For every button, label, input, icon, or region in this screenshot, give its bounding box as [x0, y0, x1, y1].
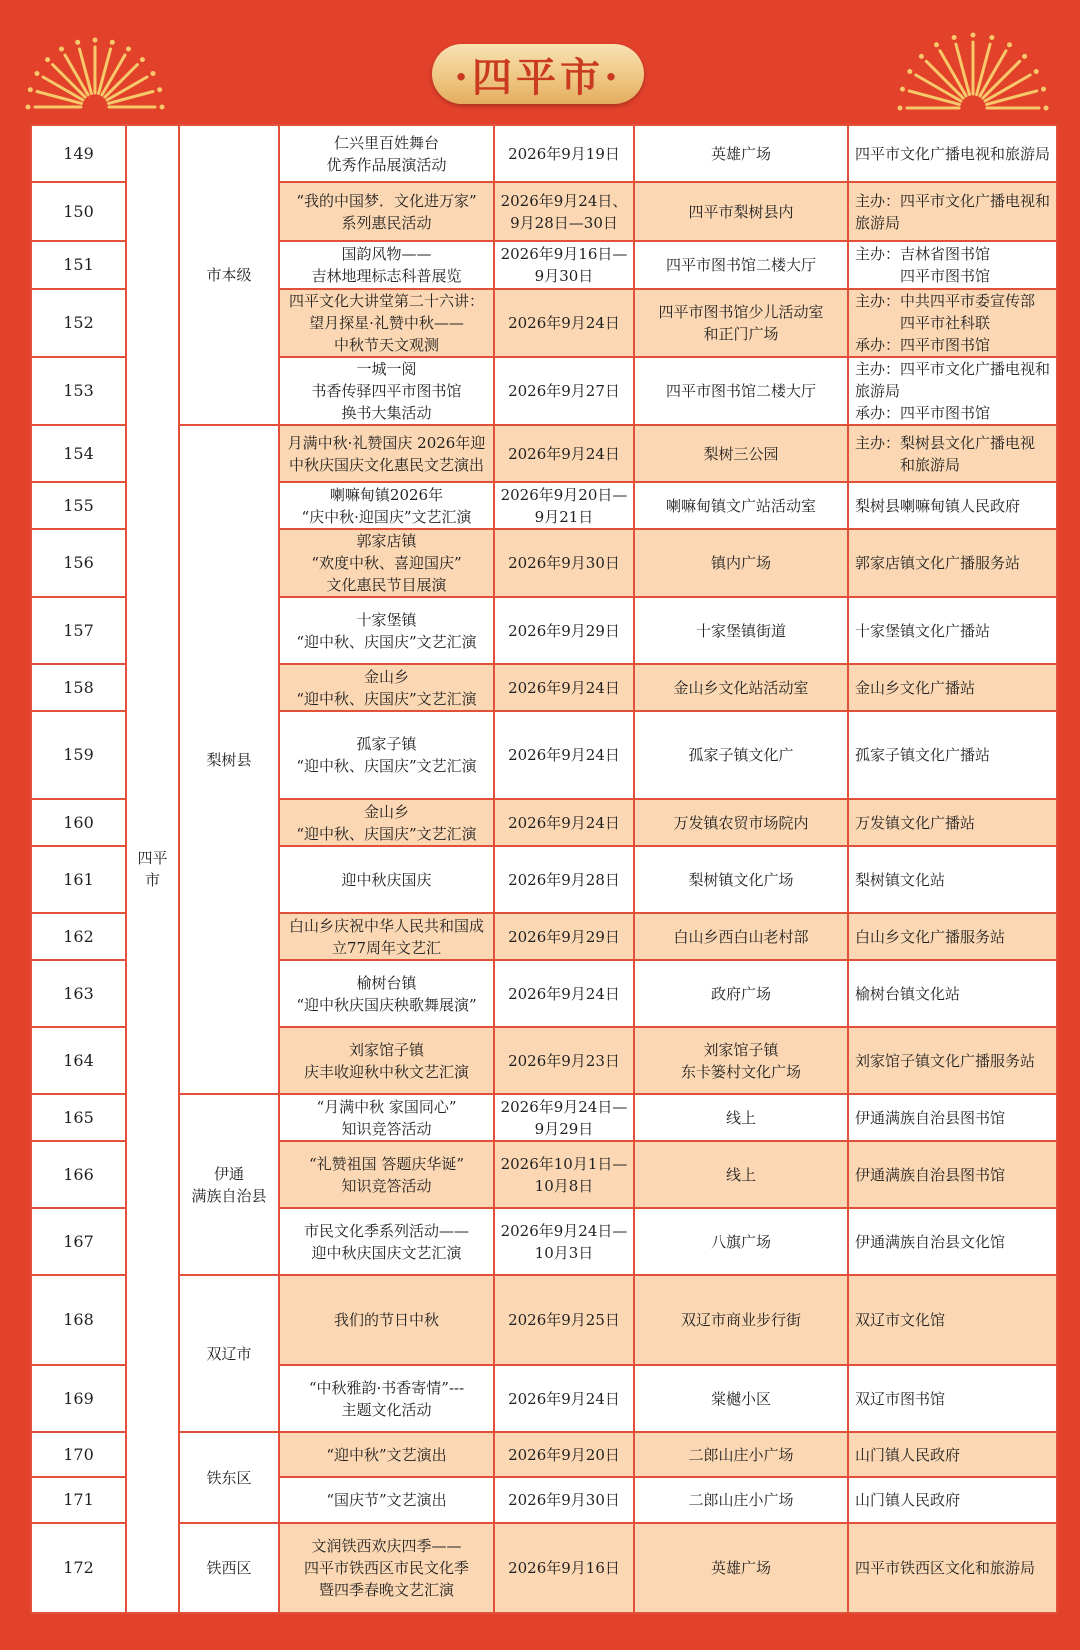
- activity-organizer: 金山乡文化广播站: [848, 664, 1057, 711]
- activity-date: 2026年9月24日: [494, 425, 634, 482]
- row-number: 167: [31, 1208, 126, 1275]
- activity-name: 郭家店镇 “欢度中秋、喜迎国庆” 文化惠民节目展演: [279, 529, 494, 597]
- activity-place: 线上: [634, 1141, 848, 1208]
- activity-name: 孤家子镇 “迎中秋、庆国庆”文艺汇演: [279, 711, 494, 799]
- activity-name: 刘家馆子镇 庆丰收迎秋中秋文艺汇演: [279, 1027, 494, 1094]
- activity-place: 镇内广场: [634, 529, 848, 597]
- activity-name: “礼赞祖国 答题庆华诞” 知识竞答活动: [279, 1141, 494, 1208]
- activity-place: 四平市图书馆少儿活动室 和正门广场: [634, 289, 848, 357]
- activity-organizer: 主办：吉林省图书馆 四平市图书馆: [848, 241, 1057, 289]
- activity-name: “我的中国梦．文化进万家” 系列惠民活动: [279, 182, 494, 241]
- activity-organizer: 山门镇人民政府: [848, 1477, 1057, 1523]
- activity-name: 一城一阅 书香传驿四平市图书馆 换书大集活动: [279, 357, 494, 425]
- district-cell: 铁东区: [179, 1432, 279, 1523]
- table-row: [31, 1523, 1057, 1613]
- activity-place: 梨树三公园: [634, 425, 848, 482]
- activity-organizer: 山门镇人民政府: [848, 1432, 1057, 1477]
- activity-place: 棠樾小区: [634, 1365, 848, 1432]
- activity-organizer: 主办：四平市文化广播电视和 旅游局 承办：四平市图书馆: [848, 357, 1057, 425]
- row-number: 160: [31, 799, 126, 846]
- activity-place: 双辽市商业步行街: [634, 1275, 848, 1365]
- activity-date: 2026年9月24日: [494, 960, 634, 1027]
- activity-organizer: 主办：四平市文化广播电视和 旅游局: [848, 182, 1057, 241]
- activity-date: 2026年9月24日: [494, 799, 634, 846]
- activity-organizer: 双辽市图书馆: [848, 1365, 1057, 1432]
- activity-name: 迎中秋庆国庆: [279, 846, 494, 913]
- row-number: 158: [31, 664, 126, 711]
- district-cell: 梨树县: [179, 425, 279, 1094]
- activity-name: 十家堡镇 “迎中秋、庆国庆”文艺汇演: [279, 597, 494, 664]
- activity-date: 2026年9月20日— 9月21日: [494, 482, 634, 529]
- activity-name: 国韵风物—— 吉林地理标志科普展览: [279, 241, 494, 289]
- page-title: ·四平市·: [454, 53, 622, 101]
- row-number: 155: [31, 482, 126, 529]
- activity-place: 四平市梨树县内: [634, 182, 848, 241]
- activity-name: 仁兴里百姓舞台 优秀作品展演活动: [279, 125, 494, 182]
- activity-name: 金山乡 “迎中秋、庆国庆”文艺汇演: [279, 664, 494, 711]
- table-row: [31, 1094, 1057, 1141]
- activity-date: 2026年9月24日: [494, 664, 634, 711]
- row-number: 163: [31, 960, 126, 1027]
- row-number: 150: [31, 182, 126, 241]
- activity-name: “中秋雅韵·书香寄情”--- 主题文化活动: [279, 1365, 494, 1432]
- row-number: 165: [31, 1094, 126, 1141]
- page-title-badge: [432, 44, 644, 104]
- row-number: 169: [31, 1365, 126, 1432]
- activity-date: 2026年9月19日: [494, 125, 634, 182]
- activity-place: 四平市图书馆二楼大厅: [634, 241, 848, 289]
- activity-organizer: 四平市文化广播电视和旅游局: [848, 125, 1057, 182]
- row-number: 162: [31, 913, 126, 960]
- activity-place: 线上: [634, 1094, 848, 1141]
- city-cell: 四平市: [126, 125, 179, 1613]
- row-number: 172: [31, 1523, 126, 1613]
- activity-organizer: 主办：梨树县文化广播电视 和旅游局: [848, 425, 1057, 482]
- activity-date: 2026年9月24日: [494, 1365, 634, 1432]
- activity-name: 文润铁西欢庆四季—— 四平市铁西区市民文化季 暨四季春晚文艺汇演: [279, 1523, 494, 1613]
- activity-organizer: 梨树镇文化站: [848, 846, 1057, 913]
- activity-place: 八旗广场: [634, 1208, 848, 1275]
- row-number: 149: [31, 125, 126, 182]
- activity-organizer: 伊通满族自治县图书馆: [848, 1141, 1057, 1208]
- row-number: 164: [31, 1027, 126, 1094]
- activity-table: [30, 124, 1058, 1614]
- activity-date: 2026年9月24日、 9月28日—30日: [494, 182, 634, 241]
- activity-name: 市民文化季系列活动—— 迎中秋庆国庆文艺汇演: [279, 1208, 494, 1275]
- row-number: 156: [31, 529, 126, 597]
- activity-organizer: 孤家子镇文化广播站: [848, 711, 1057, 799]
- activity-date: 2026年10月1日— 10月8日: [494, 1141, 634, 1208]
- row-number: 159: [31, 711, 126, 799]
- activity-name: “月满中秋 家国同心” 知识竞答活动: [279, 1094, 494, 1141]
- activity-place: 刘家馆子镇 东卡篓村文化广场: [634, 1027, 848, 1094]
- activity-place: 二郎山庄小广场: [634, 1477, 848, 1523]
- activity-organizer: 四平市铁西区文化和旅游局: [848, 1523, 1057, 1613]
- row-number: 152: [31, 289, 126, 357]
- page-header: [0, 0, 1080, 124]
- activity-table-container: [30, 124, 1056, 1614]
- district-cell: 伊通 满族自治县: [179, 1094, 279, 1275]
- table-row: [31, 125, 1057, 182]
- row-number: 171: [31, 1477, 126, 1523]
- activity-place: 政府广场: [634, 960, 848, 1027]
- activity-place: 白山乡西白山老村部: [634, 913, 848, 960]
- row-number: 161: [31, 846, 126, 913]
- activity-date: 2026年9月20日: [494, 1432, 634, 1477]
- table-row: [31, 425, 1057, 482]
- activity-name: 我们的节日中秋: [279, 1275, 494, 1365]
- activity-date: 2026年9月24日: [494, 289, 634, 357]
- activity-organizer: 伊通满族自治县文化馆: [848, 1208, 1057, 1275]
- district-cell: 铁西区: [179, 1523, 279, 1613]
- district-cell: 双辽市: [179, 1275, 279, 1432]
- activity-name: “国庆节”文艺演出: [279, 1477, 494, 1523]
- activity-organizer: 刘家馆子镇文化广播服务站: [848, 1027, 1057, 1094]
- activity-place: 万发镇农贸市场院内: [634, 799, 848, 846]
- activity-date: 2026年9月24日— 9月29日: [494, 1094, 634, 1141]
- activity-date: 2026年9月29日: [494, 913, 634, 960]
- activity-date: 2026年9月29日: [494, 597, 634, 664]
- activity-name: 喇嘛甸镇2026年 “庆中秋·迎国庆”文艺汇演: [279, 482, 494, 529]
- firework-icon: [888, 12, 1058, 124]
- activity-place: 二郎山庄小广场: [634, 1432, 848, 1477]
- activity-organizer: 梨树县喇嘛甸镇人民政府: [848, 482, 1057, 529]
- row-number: 157: [31, 597, 126, 664]
- activity-date: 2026年9月30日: [494, 1477, 634, 1523]
- activity-name: 月满中秋·礼赞国庆 2026年迎 中秋庆国庆文化惠民文艺演出: [279, 425, 494, 482]
- activity-place: 十家堡镇街道: [634, 597, 848, 664]
- row-number: 170: [31, 1432, 126, 1477]
- row-number: 153: [31, 357, 126, 425]
- row-number: 151: [31, 241, 126, 289]
- activity-place: 四平市图书馆二楼大厅: [634, 357, 848, 425]
- activity-name: “迎中秋”文艺演出: [279, 1432, 494, 1477]
- activity-name: 白山乡庆祝中华人民共和国成 立77周年文艺汇: [279, 913, 494, 960]
- firework-icon: [20, 12, 170, 122]
- district-cell: 市本级: [179, 125, 279, 425]
- activity-name: 金山乡 “迎中秋、庆国庆”文艺汇演: [279, 799, 494, 846]
- activity-date: 2026年9月23日: [494, 1027, 634, 1094]
- activity-date: 2026年9月24日— 10月3日: [494, 1208, 634, 1275]
- activity-organizer: 白山乡文化广播服务站: [848, 913, 1057, 960]
- activity-date: 2026年9月16日— 9月30日: [494, 241, 634, 289]
- row-number: 168: [31, 1275, 126, 1365]
- activity-date: 2026年9月27日: [494, 357, 634, 425]
- activity-date: 2026年9月28日: [494, 846, 634, 913]
- activity-organizer: 万发镇文化广播站: [848, 799, 1057, 846]
- row-number: 154: [31, 425, 126, 482]
- activity-place: 梨树镇文化广场: [634, 846, 848, 913]
- activity-date: 2026年9月24日: [494, 711, 634, 799]
- activity-name: 榆树台镇 “迎中秋庆国庆秧歌舞展演”: [279, 960, 494, 1027]
- activity-date: 2026年9月16日: [494, 1523, 634, 1613]
- activity-date: 2026年9月30日: [494, 529, 634, 597]
- activity-place: 英雄广场: [634, 125, 848, 182]
- activity-organizer: 双辽市文化馆: [848, 1275, 1057, 1365]
- activity-date: 2026年9月25日: [494, 1275, 634, 1365]
- activity-place: 英雄广场: [634, 1523, 848, 1613]
- activity-name: 四平文化大讲堂第二十六讲： 望月探星·礼赞中秋—— 中秋节天文观测: [279, 289, 494, 357]
- activity-organizer: 主办：中共四平市委宣传部 四平市社科联 承办：四平市图书馆: [848, 289, 1057, 357]
- table-row: [31, 1275, 1057, 1365]
- row-number: 166: [31, 1141, 126, 1208]
- activity-place: 孤家子镇文化广: [634, 711, 848, 799]
- activity-organizer: 榆树台镇文化站: [848, 960, 1057, 1027]
- activity-place: 喇嘛甸镇文广站活动室: [634, 482, 848, 529]
- activity-place: 金山乡文化站活动室: [634, 664, 848, 711]
- activity-organizer: 伊通满族自治县图书馆: [848, 1094, 1057, 1141]
- activity-organizer: 郭家店镇文化广播服务站: [848, 529, 1057, 597]
- table-row: [31, 1432, 1057, 1477]
- activity-organizer: 十家堡镇文化广播站: [848, 597, 1057, 664]
